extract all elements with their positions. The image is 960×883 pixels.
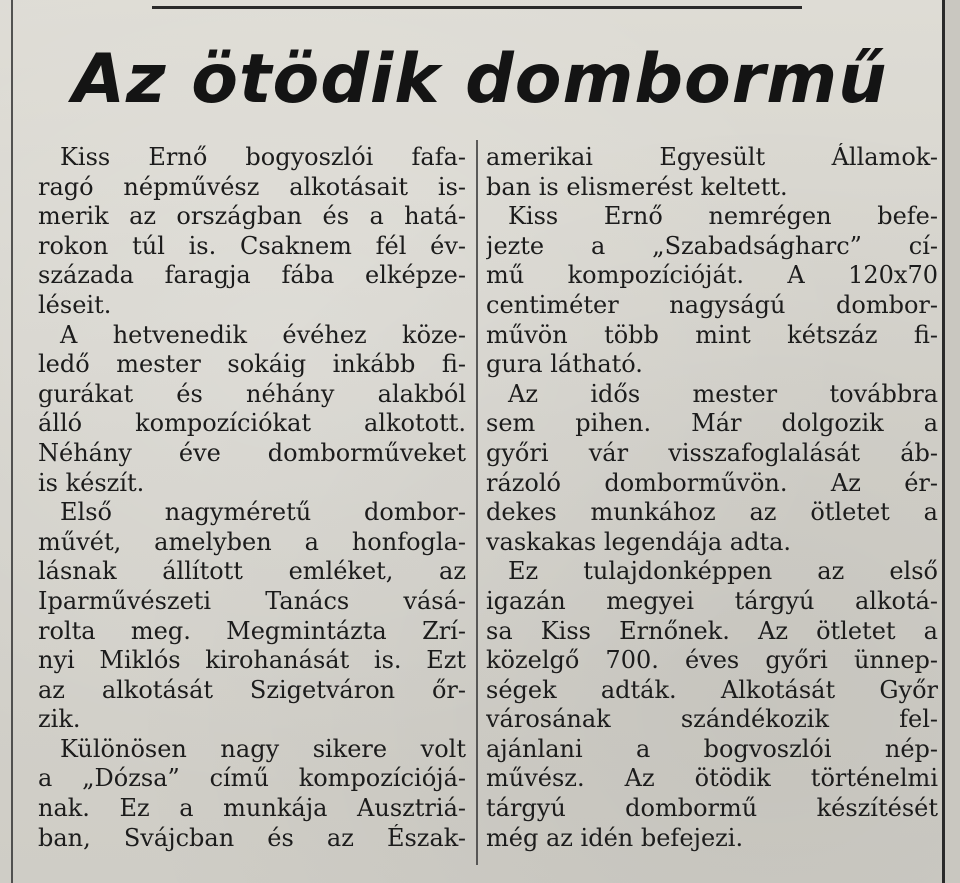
text-line: Néhány éve domborműveket	[38, 438, 466, 467]
text-line: a „Dózsa” című kompozíciójá-	[38, 764, 466, 793]
text-line: rolta meg. Megmintázta Zrí-	[38, 616, 466, 645]
text-line: győri vár visszafoglalását áb-	[486, 438, 938, 467]
text-line: ségek adták. Alkotását Győr	[486, 675, 938, 704]
text-line: igazán megyei tárgyú alkotá-	[486, 586, 938, 615]
text-line: Kiss Ernő nemrégen befe-	[508, 202, 938, 231]
text-line: A hetvenedik évéhez köze-	[60, 320, 466, 349]
text-line: léseit.	[38, 290, 112, 319]
paper-edge	[945, 0, 960, 883]
text-line: ban, Svájcban és az Észak-	[38, 823, 466, 852]
text-line: nak. Ez a munkája Ausztriá-	[38, 794, 466, 823]
text-line: művét, amelyben a honfogla-	[38, 527, 466, 556]
text-line: gura látható.	[486, 350, 643, 379]
text-line: rokon túl is. Csaknem fél év-	[38, 231, 466, 260]
text-line: Iparművészeti Tanács vásá-	[38, 586, 466, 615]
top-rule	[152, 6, 802, 9]
text-line: rázoló domborművön. Az ér-	[486, 468, 938, 497]
text-line: Ez tulajdonképpen az első	[508, 557, 938, 586]
text-line: Az idős mester továbbra	[508, 379, 938, 408]
text-line: művön több mint kétszáz fi-	[486, 320, 938, 349]
text-line: álló kompozíciókat alkotott.	[38, 409, 466, 438]
text-line: centiméter nagyságú dombor-	[486, 290, 938, 319]
text-line: Kiss Ernő bogyoszlói fafa-	[60, 143, 466, 171]
text-line: ledő mester sokáig inkább fi-	[38, 350, 466, 379]
text-line: dekes munkához az ötletet a	[486, 498, 938, 527]
text-line: ragó népművész alkotásait is-	[38, 172, 466, 201]
text-line: lásnak állított emléket, az	[38, 557, 466, 586]
right-column	[486, 143, 938, 853]
text-line: sem pihen. Már dolgozik a	[486, 409, 938, 438]
text-line: az alkotását Szigetváron őr-	[38, 675, 466, 704]
text-line: jezte a „Szabadságharc” cí-	[486, 231, 938, 260]
column-divider	[476, 140, 478, 865]
text-line: merik az országban és a hatá-	[38, 202, 466, 231]
text-line: amerikai Egyesült Államok-	[486, 143, 938, 171]
text-line: művész. Az ötödik történelmi	[486, 764, 938, 793]
text-line: Különösen nagy sikere volt	[60, 734, 466, 763]
text-line: városának szándékozik fel-	[486, 705, 938, 734]
text-line: százada faragja fába elképze-	[38, 261, 466, 290]
text-line: ban is elismerést keltett.	[486, 172, 788, 201]
text-line: zik.	[38, 705, 81, 734]
text-line: mű kompozícióját. A 120x70	[486, 261, 938, 290]
text-line: még az idén befejezi.	[486, 823, 744, 852]
text-line: közelgő 700. éves győri ünnep-	[486, 646, 938, 675]
left-border-line	[11, 0, 13, 883]
text-line: Első nagyméretű dombor-	[60, 498, 466, 527]
text-line: sa Kiss Ernőnek. Az ötletet a	[486, 616, 938, 645]
left-column	[38, 143, 466, 853]
text-line: tárgyú dombormű készítését	[486, 794, 938, 823]
text-line: vaskakas legendája adta.	[486, 527, 792, 556]
text-line: ajánlani a bogvoszlói nép-	[486, 734, 938, 763]
text-line: gurákat és néhány alakból	[38, 379, 466, 408]
text-line: nyi Miklós kirohanását is. Ezt	[38, 646, 466, 675]
headline: Az ötödik dombormű	[72, 40, 888, 119]
text-line: is készít.	[38, 468, 145, 497]
